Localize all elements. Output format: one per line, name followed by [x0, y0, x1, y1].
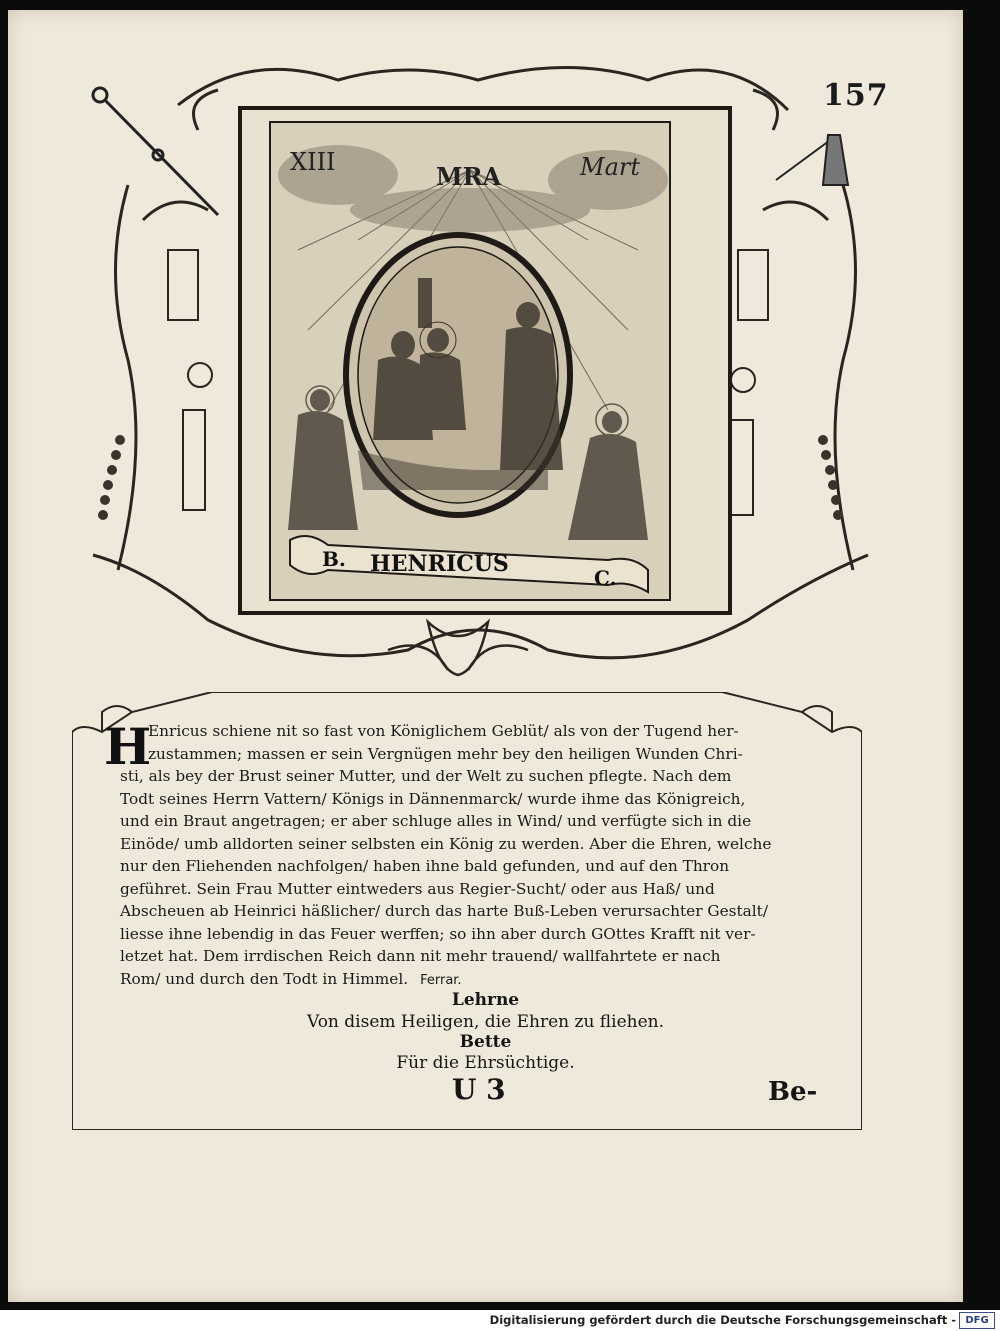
dfg-logo: DFG	[959, 1312, 995, 1329]
text-line: Abscheuen ab Heinrici häßlicher/ durch das harte Buß-Leben verursachter Gestalt/	[120, 902, 768, 920]
plate-monogram: MRA	[436, 162, 502, 191]
text-line: geführet. Sein Frau Mutter eintweders aus Regier-Sucht/ oder aus Haß/ und	[120, 879, 715, 898]
engraving-illustration	[8, 10, 963, 710]
book-page	[8, 10, 963, 1302]
footer-bar	[0, 1310, 1000, 1331]
text-line: nur den Fliehenden nachfolgen/ haben ihne bald gefunden, und auf den Thron	[120, 857, 730, 875]
text-line: Enricus schiene nit so fast von Königlichem Geblüt/ als von der Tugend her-	[148, 722, 739, 740]
banner-initial-right: C.	[594, 566, 617, 590]
plate-date-day: XIII	[290, 148, 336, 176]
text-line: zustammen; massen er sein Vergnügen mehr bey den heiligen Wunden Chri-	[148, 744, 743, 763]
bette-text: Für die Ehrsüchtige.	[396, 1053, 575, 1073]
text-line	[120, 968, 820, 993]
signature-mark: U 3	[452, 1073, 506, 1106]
lehrne-text: Von disem Heiligen, die Ehren zu fliehen.	[306, 1012, 665, 1032]
text-line: und ein Braut angetragen; er aber schluge alles in Wind/ und verfügte sich in die	[120, 812, 752, 830]
plate-date-month: Mart	[580, 153, 640, 181]
bette-heading: Bette	[459, 1032, 512, 1052]
banner-saint-name: HENRICUS	[370, 551, 509, 577]
catchword: Be-	[768, 1077, 818, 1107]
text-line: liesse ihne lebendig in das Feuer werffen; so ihn aber durch GOttes Krafft nit ver-	[120, 924, 756, 943]
source-citation: Ferrar.	[420, 972, 462, 988]
main-text	[120, 720, 820, 992]
page-number: 157	[823, 78, 889, 113]
text-line: Todt seines Herrn Vattern/ Königs in Dännenmarck/ wurde ihme das Königreich,	[120, 789, 746, 808]
text-line: Einöde/ umb alldorten seiner selbsten ein König zu werden. Aber die Ehren, welche	[120, 834, 772, 853]
text-line: letzet hat. Dem irrdischen Reich dann nit mehr trauend/ wallfahrtete er nach	[120, 947, 721, 965]
text-line-last: Rom/ und durch den Todt in Himmel.	[120, 969, 409, 988]
footer-credit: Digitalisierung gefördert durch die Deutsche Forschungsgemeinschaft -	[489, 1313, 956, 1327]
banner-initial-left: B.	[322, 547, 346, 571]
lehrne-heading: Lehrne	[451, 990, 520, 1010]
drop-cap: H	[104, 717, 152, 776]
text-line: sti, als bey der Brust seiner Mutter, und der Welt zu suchen pflegte. Nach dem	[120, 767, 732, 785]
